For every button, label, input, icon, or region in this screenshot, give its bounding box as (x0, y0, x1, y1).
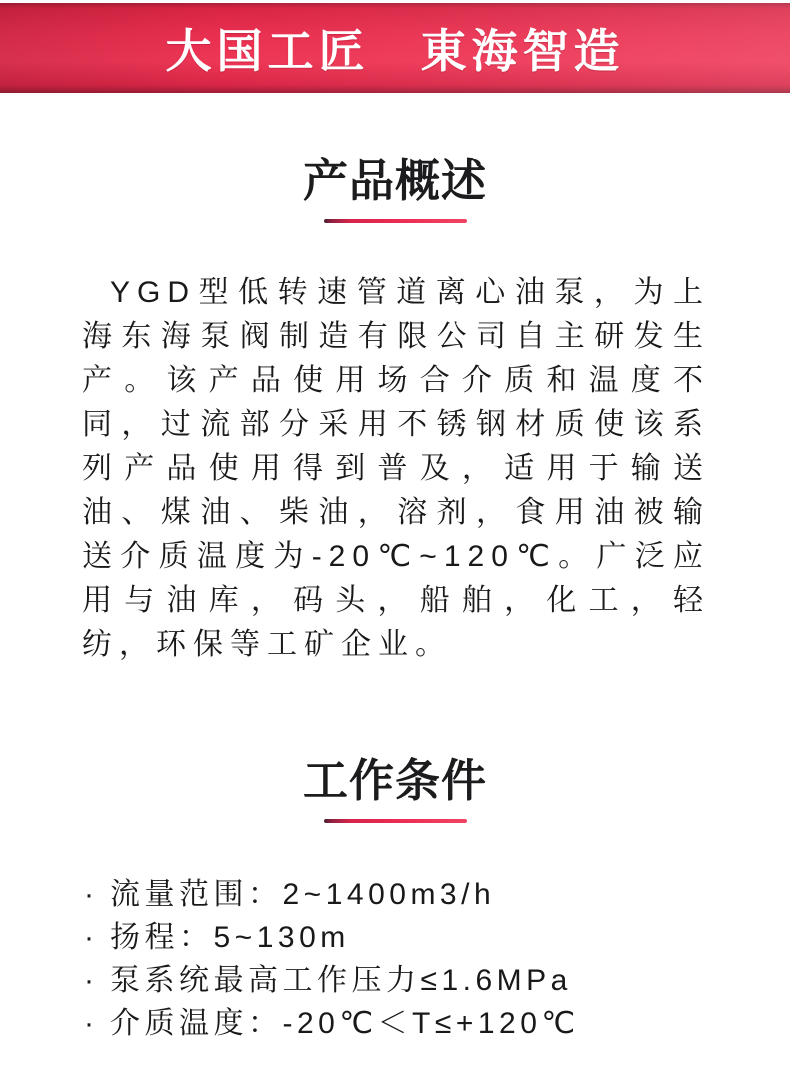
brand-banner (0, 3, 790, 93)
spec-head-range: 扬程：5~130m (110, 920, 350, 954)
spec-flow-range: 流量范围：2~1400m3/h (110, 877, 496, 911)
conditions-section-title: 工作条件 (302, 754, 487, 806)
overview-paragraph: YGD型低转速管道离心油泵，为上海东海泵阀制造有限公司自主研发生产。该产品使用场合介质和温度不同，过流部分采用不锈钢材质使该系列产品使用得到普及，适用于输送油、煤油、柴油，溶剂，食用油被输送介质温度为-20℃~120℃。广泛应用与油库，码头，船舶，化工，轻纺，环保等工矿企业。 (82, 275, 710, 661)
bullet-dot-icon: · (84, 920, 99, 954)
spec-max-pressure: 泵系统最高工作压力≤1.6MPa (110, 963, 572, 997)
overview-section-title: 产品概述 (302, 155, 487, 206)
bullet-dot-icon: · (84, 877, 99, 911)
section-working-conditions (0, 755, 790, 1045)
bullet-dot-icon: · (84, 963, 99, 997)
brand-banner-title: 大国工匠 東海智造 (165, 25, 625, 77)
spec-list (84, 873, 750, 1045)
title-underline (324, 819, 467, 823)
list-item (84, 1002, 750, 1045)
spec-medium-temperature: 介质温度：-20℃＜T≤+120℃ (110, 1006, 580, 1040)
bullet-dot-icon: · (84, 1006, 99, 1040)
list-item (84, 959, 750, 1002)
title-underline (324, 219, 467, 223)
list-item (84, 873, 750, 916)
section-product-overview (0, 155, 790, 667)
list-item (84, 916, 750, 959)
